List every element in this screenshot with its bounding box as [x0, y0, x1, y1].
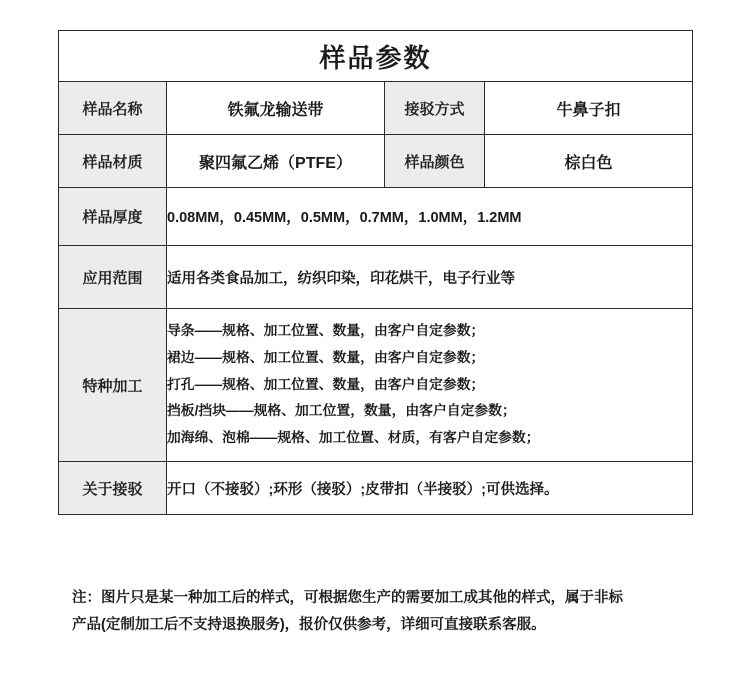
special-line: 挡板/挡块——规格、加工位置，数量，由客户自定参数； — [167, 403, 516, 419]
row-label-color: 样品颜色 — [385, 135, 485, 188]
table-row — [59, 309, 693, 462]
table-row — [59, 462, 693, 515]
row-value-connection: 开口（不接驳）;环形（接驳）;皮带扣（半接驳）;可供选择。 — [167, 462, 693, 515]
row-value-thickness: 0.08MM，0.45MM，0.5MM，0.7MM，1.0MM，1.2MM — [167, 188, 693, 246]
footnote — [72, 585, 682, 639]
table-row — [59, 246, 693, 309]
special-line: 导条——规格、加工位置、数量，由客户自定参数； — [167, 322, 485, 338]
row-value-joint-method: 牛鼻子扣 — [485, 82, 693, 135]
table-row — [59, 188, 693, 246]
sample-parameter-table — [58, 30, 693, 515]
row-label-joint-method: 接驳方式 — [385, 82, 485, 135]
table-row — [59, 135, 693, 188]
special-line: 打孔——规格、加工位置、数量，由客户自定参数； — [167, 376, 485, 392]
row-value-color: 棕白色 — [485, 135, 693, 188]
footnote-line: 注：图片只是某一种加工后的样式，可根据您生产的需要加工成其他的样式，属于非标 — [72, 590, 623, 606]
row-value-sample-name: 铁氟龙输送带 — [167, 82, 385, 135]
row-value-special-processing — [167, 309, 693, 462]
row-label-special-processing: 特种加工 — [59, 309, 167, 462]
row-label-material: 样品材质 — [59, 135, 167, 188]
special-line: 裙边——规格、加工位置、数量，由客户自定参数； — [167, 349, 485, 365]
row-value-scope: 适用各类食品加工，纺织印染，印花烘干，电子行业等 — [167, 246, 693, 309]
footnote-line: 产品(定制加工后不支持退换服务)，报价仅供参考，详细可直接联系客服。 — [72, 616, 546, 633]
row-value-material: 聚四氟乙烯（PTFE） — [167, 135, 385, 188]
table-row — [59, 82, 693, 135]
page-title: 样品参数 — [59, 31, 693, 82]
row-label-sample-name: 样品名称 — [59, 82, 167, 135]
row-label-connection: 关于接驳 — [59, 462, 167, 515]
special-line: 加海绵、泡棉——规格、加工位置、材质，有客户自定参数； — [167, 430, 540, 446]
table-row-title — [59, 31, 693, 82]
row-label-thickness: 样品厚度 — [59, 188, 167, 246]
row-label-scope: 应用范围 — [59, 246, 167, 309]
